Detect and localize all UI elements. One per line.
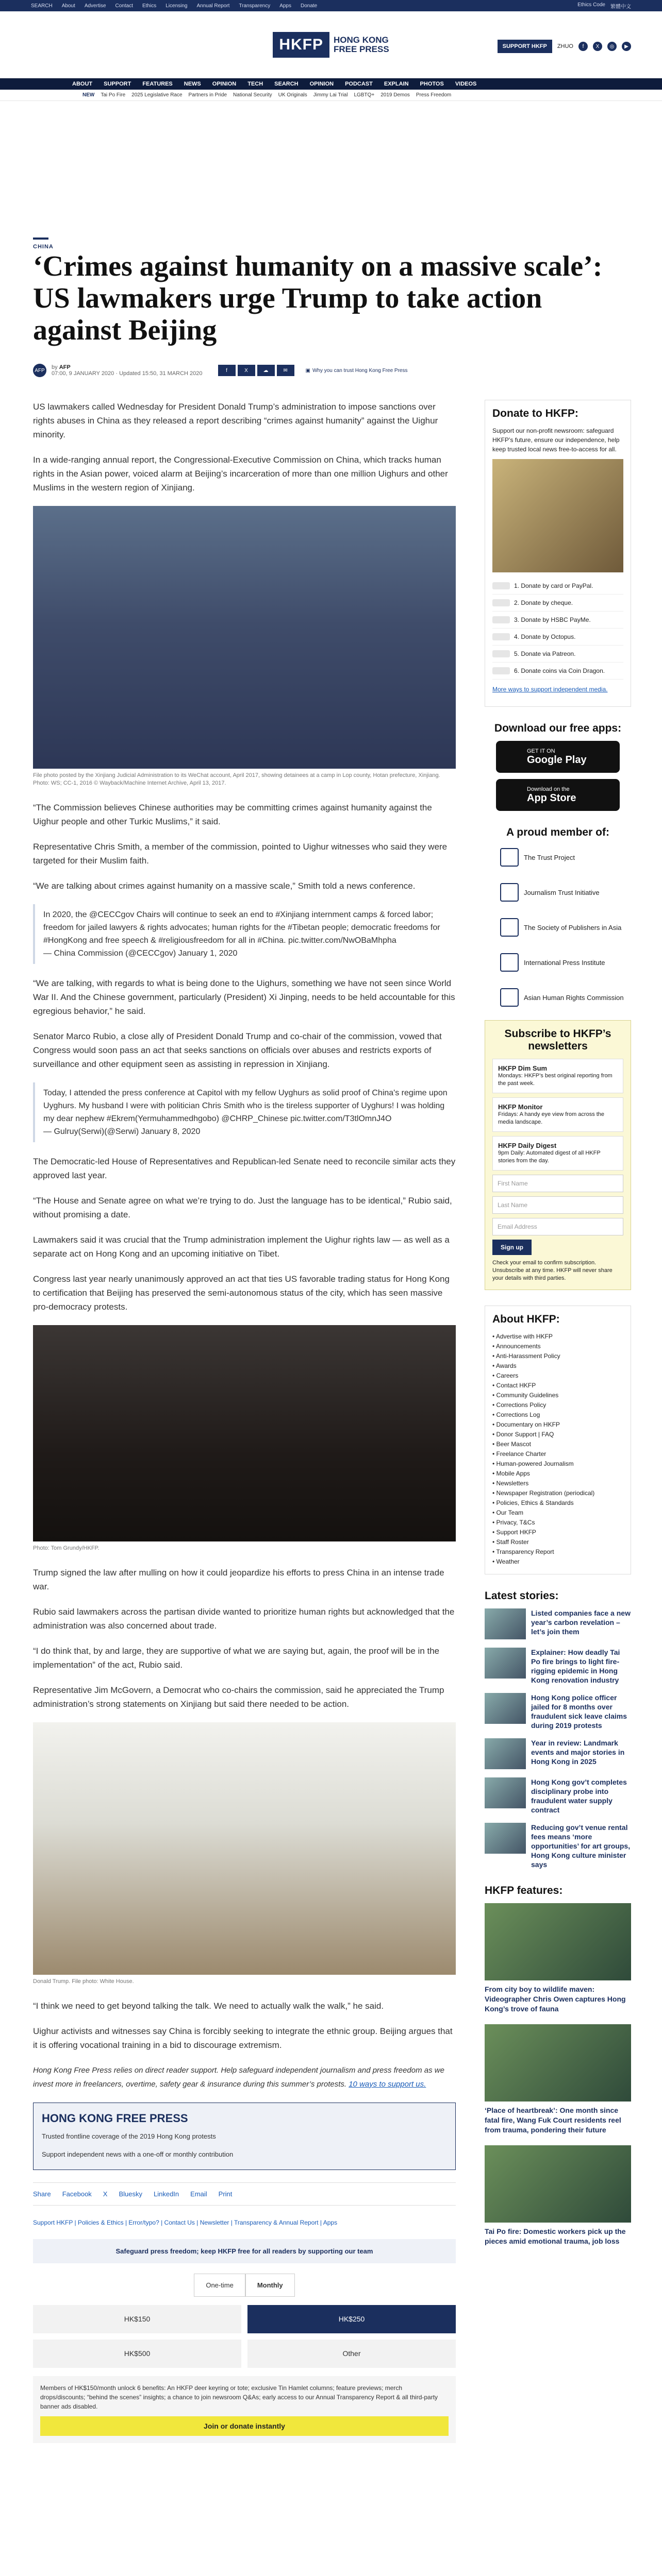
- nav-opinion-2[interactable]: OPINION: [309, 81, 334, 87]
- photo-caption: Donald Trump. File photo: White House.: [33, 1978, 134, 1985]
- coin-icon: [492, 667, 510, 674]
- site-logo[interactable]: [273, 32, 389, 58]
- support-banner[interactable]: [33, 2103, 456, 2170]
- jti-icon: [500, 883, 519, 902]
- tweet-source[interactable]: — China Commission (@CECCgov) January 1, 2020: [43, 949, 238, 958]
- about-link[interactable]: • Corrections Log: [492, 1410, 623, 1420]
- donate-text: Support our non-profit newsroom: safeguard HKFP’s future, ensure our independence, help keep trusted local news free-to-access for all.: [492, 427, 620, 453]
- about-link[interactable]: • Advertise with HKFP: [492, 1332, 623, 1342]
- google-play-badge[interactable]: [496, 741, 620, 773]
- latest-story[interactable]: [485, 1608, 631, 1639]
- pay-option[interactable]: [492, 629, 623, 646]
- about-title: About HKFP:: [492, 1313, 560, 1325]
- story-title: Hong Kong police officer jailed for 8 months over fraudulent sick leave claims during 2019 protests: [531, 1693, 627, 1730]
- membership-benefits: [33, 2376, 456, 2443]
- member-org[interactable]: [485, 950, 631, 975]
- logo-wordmark: [334, 36, 389, 54]
- tag-link[interactable]: LGBTQ+: [354, 92, 375, 98]
- member-name: The Trust Project: [524, 853, 575, 861]
- pay-label: 2. Donate by cheque.: [514, 599, 573, 606]
- payme-icon: [492, 616, 510, 623]
- story-thumbnail: [485, 1648, 526, 1679]
- tag-link[interactable]: Tai Po Fire: [101, 92, 126, 98]
- tag-link[interactable]: Jimmy Lai Trial: [313, 92, 348, 98]
- more-ways-link[interactable]: More ways to support independent media.: [492, 686, 608, 693]
- trust-icon: ▣: [305, 367, 310, 374]
- about-link[interactable]: • Privacy, T&Cs: [492, 1518, 623, 1528]
- member-title: A proud member of:: [506, 826, 609, 838]
- paragraph: “We are talking, with regards to what is being done to the Uighurs, something we have not seen since World War II. And the Chinese government, particularly (President) Xi Jinping, needs to be held accountable for this egregious behavior,” he said.: [33, 978, 455, 1016]
- tag-link[interactable]: UK Originals: [278, 92, 307, 98]
- badge-name: Google Play: [527, 754, 587, 766]
- nl-desc: Fridays: A handy eye view from across the media landscape.: [498, 1111, 605, 1125]
- member-name: The Society of Publishers in Asia: [524, 923, 622, 931]
- donate-image: [492, 459, 623, 572]
- pay-label: 6. Donate coins via Coin Dragon.: [514, 667, 605, 674]
- newsletter-widget: [485, 1020, 631, 1290]
- pay-label: 4. Donate by Octopus.: [514, 633, 576, 640]
- tag-link[interactable]: Partners in Pride: [188, 92, 227, 98]
- member-name: Journalism Trust Initiative: [524, 888, 600, 896]
- features-title: HKFP features:: [485, 1885, 563, 1896]
- about-link[interactable]: • Newspaper Registration (periodical): [492, 1488, 623, 1498]
- feature-story[interactable]: [485, 1903, 631, 2014]
- detainee-camp-photo: [33, 506, 456, 769]
- trust-project-icon: [500, 848, 519, 867]
- paragraph: Representative Chris Smith, a member of the commission, pointed to Uighur witnesses who said they were targeted for their Muslim faith.: [33, 842, 448, 866]
- about-link[interactable]: • Weather: [492, 1557, 623, 1567]
- nav-news[interactable]: NEWS: [184, 81, 201, 87]
- pay-option[interactable]: [492, 595, 623, 612]
- pay-label: 1. Donate by card or PayPal.: [514, 582, 593, 589]
- about-link[interactable]: • Human-powered Journalism: [492, 1459, 623, 1469]
- amount-option[interactable]: HK$150: [33, 2305, 241, 2333]
- latest-story[interactable]: [485, 1738, 631, 1769]
- paragraph: Congress last year nearly unanimously approved an act that ties US favorable trading status for Hong Kong to certification that Beijing has preserved the semi-autonomous status of the city, which has seen massive pro-democracy protests.: [33, 1274, 450, 1312]
- share-buttons: [218, 365, 294, 376]
- tweet-text: Today, I attended the press conference at Capitol with my fellow Uyghurs as solid proof of China's regime upon Uyghurs. My husband I were with politician Chris Smith who is the tireless supporter of Uyghurs! I was holding my dear nephew #Ekrem(Yermuhammedhgobo) @CHRP_Chinese pic.twitter.com/T3tlOmnJ4O: [43, 1089, 448, 1123]
- pay-option[interactable]: [492, 646, 623, 663]
- sidebar: [485, 400, 631, 2257]
- newsletter-option[interactable]: [492, 1136, 623, 1171]
- support-note-text: Hong Kong Free Press relies on direct reader support. Help safeguard independent journalism and press freedom as we invest more in freelancers, overtime, safety gear & insurance during this summer’s protests.: [33, 2066, 444, 2089]
- byline-text: by AFP 07:00, 9 JANUARY 2020 · Updated 15:50, 31 MARCH 2020: [52, 364, 203, 377]
- feature-title: Tai Po fire: Domestic workers pick up the pieces amid emotional trauma, job loss: [485, 2227, 626, 2245]
- article-title: ‘Crimes against humanity on a massive scale’: US lawmakers urge Trump to take action against Beijing: [33, 250, 603, 346]
- share-facebook[interactable]: Facebook: [62, 2190, 92, 2198]
- badge-name: App Store: [527, 792, 576, 804]
- tag-link[interactable]: National Security: [233, 92, 272, 98]
- banner-line2: Support independent news with a one-off or monthly contribution: [42, 2150, 234, 2158]
- ahrc-icon: [500, 988, 519, 1007]
- top-utility-bar: [0, 0, 662, 11]
- paragraph: “The House and Senate agree on what we’re trying to do. Just the language has to be identical,” Rubio said, without promising a date.: [33, 1196, 452, 1219]
- story-thumbnail: [485, 1777, 526, 1808]
- share-linkedin[interactable]: LinkedIn: [154, 2190, 179, 2198]
- about-link[interactable]: • Freelance Charter: [492, 1449, 623, 1459]
- ethics-code-link[interactable]: Ethics Code: [577, 2, 605, 8]
- about-link[interactable]: • Staff Roster: [492, 1537, 623, 1547]
- byline: [33, 364, 497, 377]
- pay-option[interactable]: [492, 612, 623, 629]
- share-x-icon[interactable]: X: [238, 365, 255, 376]
- member-name: International Press Institute: [524, 958, 605, 967]
- newsletter-title: Subscribe to HKFP’s newsletters: [504, 1028, 611, 1052]
- nl-desc: Mondays: HKFP’s best original reporting from the past week.: [498, 1073, 613, 1087]
- paragraph: “I do think that, by and large, they are supportive of what we are saying but, again, the proof will be in the implementation” of the act, Rubio said.: [33, 1646, 440, 1670]
- story-title: Year in review: Landmark events and major stories in Hong Kong in 2025: [531, 1739, 625, 1766]
- banner-line1: Trusted frontline coverage of the 2019 Hong Kong protests: [42, 2132, 216, 2140]
- newsletter-note: Check your email to confirm subscription. Unsubscribe at any time. HKFP will never share your details with third parties.: [492, 1260, 613, 1281]
- share-bluesky[interactable]: Bluesky: [119, 2190, 142, 2198]
- feature-image: [485, 2024, 631, 2102]
- share-print[interactable]: Print: [218, 2190, 233, 2198]
- tweet-source[interactable]: — Gulruy(Serwi)(@Serwi) January 8, 2020: [43, 1127, 201, 1136]
- latest-story[interactable]: [485, 1648, 631, 1685]
- patreon-icon: [492, 650, 510, 657]
- logo-line2: FREE PRESS: [333, 44, 389, 54]
- member-org[interactable]: [485, 845, 631, 870]
- latest-title: Latest stories:: [485, 1590, 559, 1602]
- story-title: Reducing gov’t venue rental fees means ‘more opportunities’ for art groups, Hong Kong culture minister says: [531, 1823, 631, 1869]
- trending-tags: [0, 90, 662, 101]
- paragraph: “The Commission believes Chinese authorities may be committing crimes against humanity against the Uighur people and other Turkic Muslims,” it said.: [33, 803, 432, 826]
- story-title: Listed companies face a new year’s carbon revelation – let’s join them: [531, 1609, 631, 1636]
- safeguard-strip[interactable]: Safeguard press freedom; keep HKFP free for all readers by supporting our team: [33, 2239, 456, 2263]
- youtube-icon[interactable]: ▶: [622, 42, 631, 51]
- trump-photo: [33, 1722, 456, 1975]
- nav-search[interactable]: SEARCH: [274, 81, 299, 87]
- paragraph: Lawmakers said it was crucial that the Trump administration implement the Uighur rights law — as well as a separate act on Hong Kong and an upcoming initiative on Tibet.: [33, 1235, 450, 1259]
- protest-umbrellas-photo: [33, 1325, 456, 1541]
- share-x[interactable]: X: [103, 2190, 108, 2198]
- member-org[interactable]: [485, 915, 631, 940]
- apps-title: Download our free apps:: [494, 722, 622, 734]
- member-name: Asian Human Rights Commission: [524, 993, 624, 1002]
- instagram-icon[interactable]: ◎: [607, 42, 617, 51]
- trust-label: Why you can trust Hong Kong Free Press: [312, 367, 408, 374]
- tag-link[interactable]: 2025 Legislative Race: [131, 92, 183, 98]
- story-thumbnail: [485, 1693, 526, 1724]
- by-label: by: [52, 364, 59, 370]
- amount-option[interactable]: HK$500: [33, 2340, 241, 2368]
- paragraph: In a wide-ranging annual report, the Congressional-Executive Commission on China, which tracks human rights in the Asian power, voiced alarm at Beijing’s incarceration of more than one million Uighurs and other Muslims in the western region of Xinjiang.: [33, 455, 448, 493]
- latest-story[interactable]: [485, 1777, 631, 1815]
- story-thumbnail: [485, 1823, 526, 1854]
- about-link[interactable]: • Announcements: [492, 1342, 623, 1351]
- topbar-right: [577, 2, 631, 10]
- about-link[interactable]: • Our Team: [492, 1508, 623, 1518]
- about-link[interactable]: • Documentary on HKFP: [492, 1420, 623, 1430]
- story-title: Hong Kong gov’t completes disciplinary probe into fraudulent water supply contract: [531, 1778, 627, 1814]
- feature-image: [485, 2145, 631, 2223]
- nav-features[interactable]: FEATURES: [142, 81, 173, 87]
- x-icon[interactable]: X: [593, 42, 602, 51]
- donation-amounts: [33, 2305, 456, 2368]
- about-link[interactable]: • Newsletters: [492, 1479, 623, 1488]
- share-email-icon[interactable]: ✉: [277, 365, 294, 376]
- amount-option[interactable]: Other: [247, 2340, 456, 2368]
- member-org[interactable]: [485, 880, 631, 905]
- feature-image: [485, 1903, 631, 1980]
- badge-top: GET IT ON: [527, 748, 555, 754]
- topbar-transparency[interactable]: Transparency: [239, 3, 271, 9]
- author-avatar: AFP: [33, 364, 46, 377]
- share-email[interactable]: Email: [190, 2190, 207, 2198]
- photo-caption: File photo posted by the Xinjiang Judicial Administration to its WeChat account, April 2017, showing detainees at a camp in Lop county, Hotan prefecture, Xinjiang. Photo: WS; CC-1, 2016 © Wayback/Machine Internet Archive, April 13, 2017.: [33, 772, 440, 786]
- nl-desc: 9pm Daily: Automated digest of all HKFP stories from the day.: [498, 1150, 601, 1164]
- about-link[interactable]: • Transparency Report: [492, 1547, 623, 1557]
- logo-line1: HONG KONG: [333, 35, 389, 45]
- paragraph: Rubio said lawmakers across the partisan divide wanted to prioritize human rights but acknowledged that the administration was also concerned about trade.: [33, 1607, 455, 1631]
- nl-name: HKFP Dim Sum: [498, 1064, 548, 1072]
- trust-link[interactable]: [306, 368, 408, 374]
- support-link[interactable]: 10 ways to support us.: [349, 2080, 426, 2089]
- email-input[interactable]: Email Address: [492, 1218, 623, 1235]
- nav-opinion[interactable]: OPINION: [212, 81, 237, 87]
- latest-story[interactable]: [485, 1693, 631, 1730]
- topbar-ethics[interactable]: Ethics: [142, 3, 157, 9]
- about-link[interactable]: • Mobile Apps: [492, 1469, 623, 1479]
- about-link[interactable]: • Donor Support | FAQ: [492, 1430, 623, 1439]
- story-thumbnail: [485, 1738, 526, 1769]
- share-bluesky-icon[interactable]: ☁: [257, 365, 275, 376]
- member-org[interactable]: [485, 985, 631, 1010]
- cheque-icon: [492, 599, 510, 606]
- tag-link[interactable]: Press Freedom: [416, 92, 452, 98]
- benefits-text: Members of HK$150/month unlock 6 benefits: An HKFP deer keyring or tote; exclusive Tin Hamlet columns; feature previews; merch drops/discounts; “behind the scenes” insights; a chance to join newsroom Q&As; early access to our Annual Transparency Report & all third-party banner ads disabled.: [40, 2384, 438, 2410]
- nl-name: HKFP Monitor: [498, 1103, 543, 1111]
- support-hkfp-button[interactable]: SUPPORT HKFP: [498, 40, 552, 53]
- banner-title: HONG KONG FREE PRESS: [42, 2112, 188, 2125]
- footer-links[interactable]: Support HKFP | Policies & Ethics | Error/typo? | Contact Us | Newsletter | Transparency & Annual Report | Apps: [33, 2219, 338, 2226]
- topbar-about[interactable]: About: [61, 3, 75, 9]
- paragraph: “We are talking about crimes against humanity on a massive scale,” Smith told a news conference.: [33, 881, 416, 891]
- topbar-licensing[interactable]: Licensing: [166, 3, 188, 9]
- masthead-actions: [498, 40, 631, 53]
- pay-option[interactable]: [492, 663, 623, 680]
- one-time-tab[interactable]: One-time: [194, 2274, 245, 2297]
- nav-explain[interactable]: EXPLAIN: [384, 81, 409, 87]
- article-category[interactable]: CHINA: [33, 238, 54, 250]
- newsletter-option[interactable]: [492, 1059, 623, 1093]
- masthead: [0, 11, 662, 78]
- topbar-advertise[interactable]: Advertise: [84, 3, 106, 9]
- sopa-icon: [500, 918, 519, 937]
- topbar-contact[interactable]: Contact: [115, 3, 133, 9]
- about-link[interactable]: • Beer Mascot: [492, 1439, 623, 1449]
- about-link[interactable]: • Careers: [492, 1371, 623, 1381]
- latest-story[interactable]: [485, 1823, 631, 1869]
- nav-photos[interactable]: PHOTOS: [420, 81, 444, 87]
- share-facebook-icon[interactable]: f: [218, 365, 236, 376]
- about-link[interactable]: • Awards: [492, 1361, 623, 1371]
- donate-title: Donate to HKFP:: [492, 408, 578, 419]
- feature-title: ‘Place of heartbreak’: One month since fatal fire, Wang Fuk Court residents reel from trauma, pondering their future: [485, 2106, 621, 2134]
- feature-story[interactable]: [485, 2145, 631, 2246]
- paragraph: The Democratic-led House of Representatives and Republican-led Senate need to reconcile similar acts they approved last year.: [33, 1157, 456, 1180]
- paragraph: Representative Jim McGovern, a Democrat who co-chairs the commission, said he appreciated the Trump administration’s strong statements on Xinjiang but said there needed to be action.: [33, 1685, 444, 1709]
- logo-mark: HKFP: [273, 32, 329, 58]
- paragraph: US lawmakers called Wednesday for President Donald Trump’s administration to impose sanctions over rights abuses in China as they released a report describing “crimes against humanity” against the Uighur minority.: [33, 402, 438, 439]
- embedded-tweet[interactable]: [33, 904, 456, 964]
- main-nav: [0, 78, 662, 90]
- newsletter-option[interactable]: [492, 1097, 623, 1132]
- about-link[interactable]: • Policies, Ethics & Standards: [492, 1498, 623, 1508]
- support-note: [33, 2063, 456, 2091]
- embedded-tweet[interactable]: [33, 1082, 456, 1142]
- octopus-icon: [492, 633, 510, 640]
- about-link[interactable]: • Contact HKFP: [492, 1381, 623, 1391]
- nav-videos[interactable]: VIDEOS: [455, 81, 477, 87]
- paragraph: Trump signed the law after mulling on how it could jeopardize his efforts to press China in an intense trade war.: [33, 1568, 444, 1591]
- pay-label: 3. Donate by HSBC PayMe.: [514, 616, 591, 623]
- topbar-donate[interactable]: Donate: [301, 3, 318, 9]
- paragraph: Uighur activists and witnesses say China is forcibly seeking to integrate the ethnic group. Beijing argues that it is offering vocational training in a bid to discourage extremism.: [33, 2026, 453, 2050]
- badge-top: Download on the: [527, 786, 570, 792]
- story-title: Explainer: How deadly Tai Po fire brings to light fire-rigging epidemic in Hong Kong renovation industry: [531, 1648, 620, 1684]
- first-name-input[interactable]: First Name: [492, 1175, 623, 1192]
- ipi-icon: [500, 953, 519, 972]
- nav-about[interactable]: ABOUT: [72, 81, 93, 87]
- feature-story[interactable]: [485, 2024, 631, 2135]
- about-widget: [485, 1306, 631, 1574]
- article-body: [33, 400, 456, 2459]
- tags-label: NEW: [82, 92, 95, 98]
- feature-title: From city boy to wildlife maven: Videographer Chris Owen captures Hong Kong’s trove of fauna: [485, 1985, 626, 2013]
- nav-support[interactable]: SUPPORT: [104, 81, 131, 87]
- photo-caption: Photo: Tom Grundy/HKFP.: [33, 1545, 100, 1551]
- nav-tech[interactable]: TECH: [247, 81, 263, 87]
- paragraph: Senator Marco Rubio, a close ally of President Donald Trump and co-chair of the commission, vowed that Congress would soon pass an act that seeks sanctions on officials over abuses and restricts exports of surveillance and other equipment seen as assisting in repression in Xinjiang.: [33, 1031, 442, 1069]
- donate-widget: [485, 400, 631, 707]
- pay-label: 5. Donate via Patreon.: [514, 650, 576, 657]
- share-links: [33, 2182, 456, 2206]
- pay-option[interactable]: [492, 578, 623, 595]
- nl-name: HKFP Daily Digest: [498, 1142, 557, 1149]
- last-name-input[interactable]: Last Name: [492, 1196, 623, 1214]
- topbar-search[interactable]: SEARCH: [31, 3, 53, 9]
- topbar-annual-report[interactable]: Annual Report: [196, 3, 230, 9]
- topbar-apps[interactable]: Apps: [279, 3, 291, 9]
- updated-date: Updated 15:50, 31 MARCH 2020: [119, 370, 203, 377]
- language-switch[interactable]: ZHUO: [557, 43, 573, 49]
- about-link[interactable]: • Corrections Policy: [492, 1400, 623, 1410]
- tag-link[interactable]: 2019 Demos: [380, 92, 410, 98]
- about-link[interactable]: • Community Guidelines: [492, 1391, 623, 1400]
- language-link[interactable]: 繁體中文: [610, 4, 631, 10]
- monthly-tab[interactable]: Monthly: [245, 2274, 295, 2297]
- story-thumbnail: [485, 1608, 526, 1639]
- facebook-icon[interactable]: f: [578, 42, 588, 51]
- nav-podcast[interactable]: PODCAST: [345, 81, 373, 87]
- sign-up-button[interactable]: Sign up: [492, 1240, 532, 1255]
- join-donate-button[interactable]: Join or donate instantly: [40, 2416, 449, 2436]
- about-list: [492, 1332, 623, 1567]
- paragraph: “I think we need to get beyond talking the talk. We need to actually walk the walk,” he said.: [33, 2001, 384, 2011]
- about-link[interactable]: • Anti-Harassment Policy: [492, 1351, 623, 1361]
- about-link[interactable]: • Support HKFP: [492, 1528, 623, 1537]
- author-name[interactable]: AFP: [59, 364, 71, 370]
- amount-option-selected[interactable]: HK$250: [247, 2305, 456, 2333]
- publish-date: 07:00, 9 JANUARY 2020: [52, 370, 114, 377]
- card-icon: [492, 582, 510, 589]
- donation-frequency-toggle: [33, 2274, 456, 2297]
- app-store-badge[interactable]: [496, 779, 620, 811]
- share-label[interactable]: Share: [33, 2190, 51, 2198]
- tweet-text: In 2020, the @CECCgov Chairs will continue to seek an end to #Xinjiang internment camps & forced labor; freedom for jailed lawyers & rights advocates; human rights for the #Tibetan people; democratic freedoms for #HongKong and free speech & #religiousfreedom for all in #China. pic.twitter.com/NwOBaMhpha: [43, 910, 440, 945]
